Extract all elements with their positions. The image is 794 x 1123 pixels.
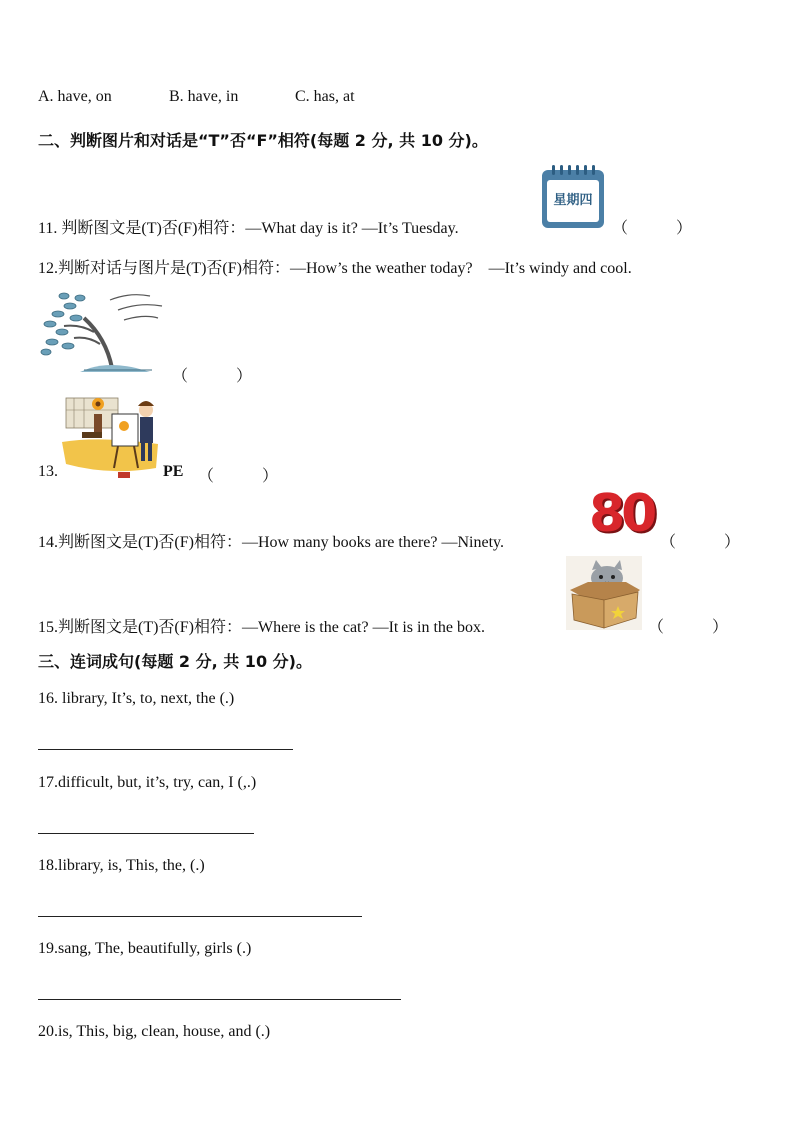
question-18-text: 18.library, is, This, the, (.)	[38, 857, 205, 874]
answer-paren-13[interactable]: （ ）	[198, 468, 279, 485]
painting-class-icon	[60, 392, 160, 480]
section-3-heading: 三、连词成句(每题 2 分, 共 10 分)。	[38, 652, 312, 671]
option-c: C. has, at	[295, 88, 355, 105]
answer-line-17[interactable]	[38, 833, 254, 834]
question-20-text: 20.is, This, big, clean, house, and (.)	[38, 1023, 271, 1040]
answer-paren-12[interactable]: （ ）	[172, 368, 253, 385]
answer-line-19[interactable]	[38, 999, 401, 1000]
question-12-text: 12.判断对话与图片是(T)否(F)相符：—How’s the weather today? —It’s windy and cool.	[38, 260, 632, 277]
calendar-icon	[540, 164, 606, 230]
number-80-text: 80	[589, 484, 654, 544]
answer-line-18[interactable]	[38, 916, 362, 917]
answer-paren-15[interactable]: （ ）	[648, 619, 729, 636]
windy-tree-icon	[40, 288, 166, 376]
answer-paren-14[interactable]: （ ）	[660, 534, 741, 551]
question-14-text: 14.判断图文是(T)否(F)相符：—How many books are there? —Ninety.	[38, 534, 504, 551]
answer-line-16[interactable]	[38, 749, 293, 750]
option-b: B. have, in	[169, 88, 239, 105]
question-13-number: 13.	[38, 463, 58, 480]
cat-in-box-icon	[566, 556, 642, 630]
section-2-heading: 二、判断图片和对话是“T”否“F”相符(每题 2 分, 共 10 分)。	[38, 131, 488, 150]
question-17-text: 17.difficult, but, it’s, try, can, I (,.)	[38, 774, 257, 791]
question-13-word: PE	[163, 463, 184, 480]
question-11-text: 11. 判断图文是(T)否(F)相符：—What day is it? —It’s Tuesday.	[38, 220, 459, 237]
question-16-text: 16. library, It’s, to, next, the (.)	[38, 690, 235, 707]
answer-paren-11[interactable]: （ ）	[612, 220, 693, 237]
question-15-text: 15.判断图文是(T)否(F)相符：—Where is the cat? —It is in the box.	[38, 619, 486, 636]
calendar-label: 星期四	[553, 193, 593, 208]
option-a: A. have, on	[38, 88, 112, 105]
question-19-text: 19.sang, The, beautifully, girls (.)	[38, 940, 252, 957]
number-80-icon	[589, 484, 659, 544]
